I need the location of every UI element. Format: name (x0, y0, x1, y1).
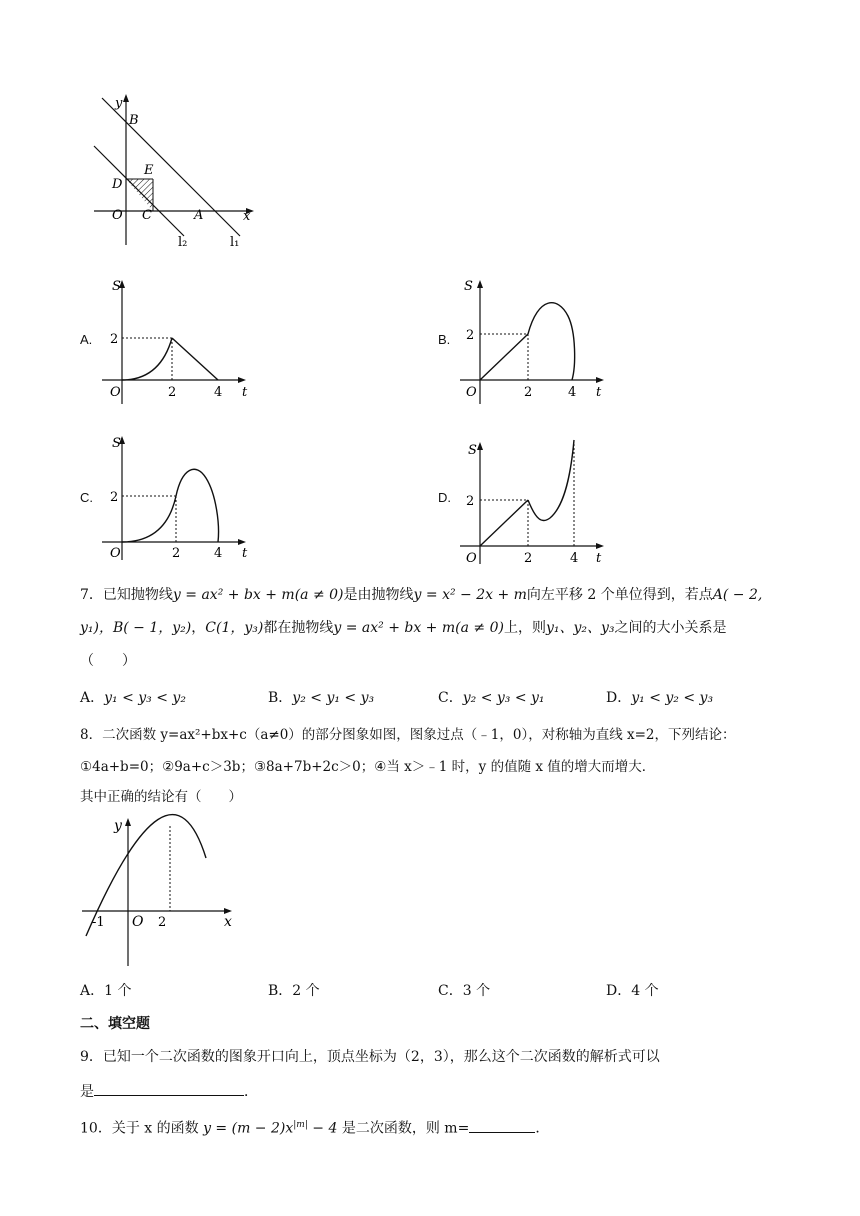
label-l1: l₁ (230, 235, 240, 250)
q10-line: 10．关于 x 的函数 $y = (m - 2)x^{|m|} - 4$ 是二次函数，则 m= ． (80, 1115, 549, 1139)
curve-c (176, 469, 219, 542)
label-y: y (115, 96, 123, 111)
svg-text:2: 2 (168, 385, 177, 400)
q9-line-1: 9．已知一个二次函数的图象开口向上，顶点坐标为（2，3），那么这个二次函数的解析式可以 (80, 1049, 660, 1065)
svg-text:2: 2 (158, 915, 167, 930)
q8-option-c[interactable]: C．3 个 (438, 983, 491, 999)
lines-figure (80, 90, 280, 260)
q10-answer-blank[interactable] (469, 1118, 535, 1133)
q7-option-d[interactable]: D．y₁ < y₂ < y₃ (606, 690, 714, 706)
svg-text:x: x (224, 914, 232, 930)
svg-text:O: O (132, 914, 144, 930)
curve-b (528, 303, 575, 380)
svg-text:S: S (112, 436, 121, 451)
label-c: C (142, 208, 152, 223)
option-c-graph (100, 432, 260, 562)
parabola-figure (80, 812, 250, 970)
shaded-region (126, 179, 153, 211)
label-e: E (144, 163, 154, 178)
q9-line-2: 是 ． (80, 1081, 258, 1102)
q7-answer-paren: （ ） (80, 653, 136, 669)
svg-text:2: 2 (466, 494, 475, 509)
curve-d (528, 440, 574, 521)
section-title: 二、填空题 (80, 1016, 150, 1032)
q7-number: 7． (80, 587, 103, 603)
svg-text:4: 4 (568, 385, 577, 400)
y-axis-arrow (123, 94, 129, 102)
svg-text:2: 2 (524, 385, 533, 400)
svg-text:t: t (242, 385, 248, 400)
option-b-letter: B. (438, 332, 451, 347)
svg-text:2: 2 (466, 328, 475, 343)
svg-text:-1: -1 (92, 915, 105, 930)
svg-text:O: O (466, 551, 477, 566)
curve-a (122, 338, 172, 380)
label-x: x (243, 209, 251, 224)
svg-text:2: 2 (524, 551, 533, 566)
label-b: B (129, 113, 139, 128)
label-d: D (112, 177, 123, 192)
option-a-graph (100, 276, 260, 406)
svg-text:4: 4 (214, 546, 223, 561)
svg-text:S: S (112, 279, 121, 294)
label-a: A (194, 208, 204, 223)
svg-text:t: t (596, 385, 602, 400)
svg-text:S: S (468, 443, 477, 458)
svg-text:S: S (464, 279, 473, 294)
q7-line-1: 7．已知抛物线y = ax² + bx + m(a ≠ 0)是由抛物线y = x² − 2x + m向左平移 2 个单位得到，若点A( − 2, (80, 587, 763, 603)
q9-answer-blank[interactable] (94, 1081, 244, 1096)
svg-text:2: 2 (172, 546, 181, 561)
q8-option-a[interactable]: A．1 个 (80, 983, 132, 999)
option-d-letter: D. (438, 490, 451, 505)
svg-text:y: y (114, 818, 122, 834)
q8-option-d[interactable]: D．4 个 (606, 983, 659, 999)
q7-option-a[interactable]: A．y₁ < y₃ < y₂ (80, 690, 186, 706)
q7-option-c[interactable]: C．y₂ < y₃ < y₁ (438, 690, 545, 706)
label-l2: l₂ (178, 235, 188, 250)
option-b-graph (458, 276, 618, 406)
svg-text:t: t (242, 546, 248, 561)
svg-text:4: 4 (214, 385, 223, 400)
option-a-letter: A. (80, 332, 93, 347)
q8-line-3: 其中正确的结论有（ ） (80, 789, 242, 805)
option-c-letter: C. (80, 490, 93, 505)
svg-text:4: 4 (570, 551, 579, 566)
q8-line-1: 8．二次函数 y=ax²+bx+c（a≠0）的部分图象如图，图象过点（﹣1，0），对称轴为直线 x=2，下列结论： (80, 727, 736, 743)
svg-text:2: 2 (110, 332, 119, 347)
label-o: O (112, 208, 123, 223)
q7-line-2: y₁)，B( − 1，y₂)，C(1，y₃)都在抛物线y = ax² + bx + m(a ≠ 0)上，则y₁、y₂、y₃之间的大小关系是 (80, 620, 727, 636)
q8-line-2: ①4a+b=0；②9a+c＞3b；③8a+7b+2c＞0；④当 x＞﹣1 时，y 的值随 x 值的增大而增大． (80, 759, 656, 775)
line-l1 (102, 98, 240, 236)
q8-option-b[interactable]: B．2 个 (268, 983, 320, 999)
q7-option-b[interactable]: B．y₂ < y₁ < y₃ (268, 690, 375, 706)
svg-text:t: t (596, 551, 602, 566)
option-d-graph (458, 434, 618, 566)
svg-text:O: O (110, 385, 121, 400)
svg-text:O: O (110, 546, 121, 561)
svg-text:O: O (466, 385, 477, 400)
svg-text:2: 2 (110, 490, 119, 505)
